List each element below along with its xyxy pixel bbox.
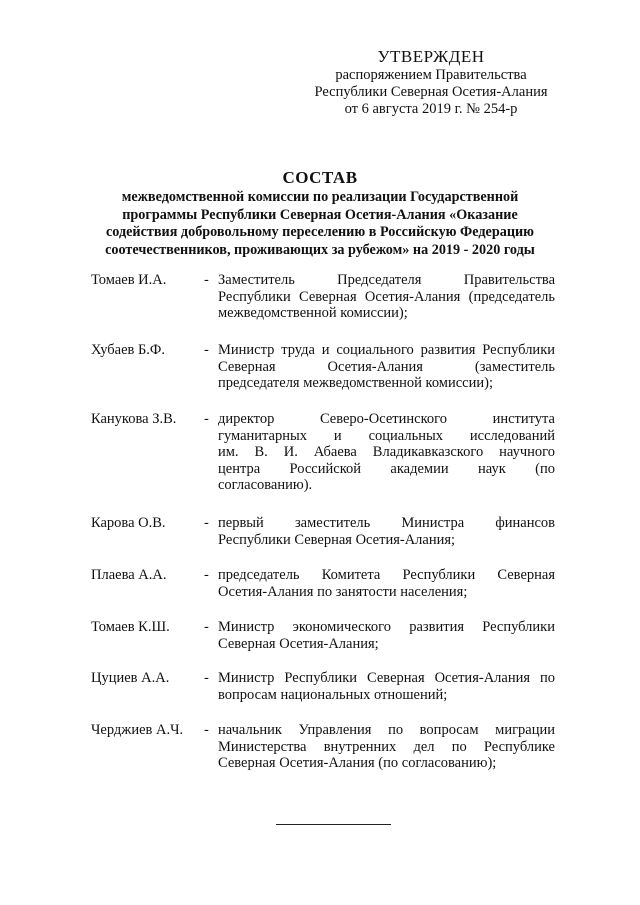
member-name: Томаев И.А. <box>91 272 167 288</box>
member-role <box>218 515 555 548</box>
member-role <box>218 619 555 652</box>
member-name: Томаев К.Ш. <box>91 619 170 635</box>
member-role-line: Республики Северная Осетия-Алания (председатель <box>218 288 555 305</box>
document-subtitle-line: соотечественников, проживающих за рубежом» на 2019 - 2020 годы <box>105 241 535 258</box>
approval-title: УТВЕРЖДЕН <box>377 47 485 66</box>
member-role-line: Министр труда и социального развития Республики <box>218 342 555 358</box>
approval-line: распоряжением Правительства <box>335 67 527 83</box>
member-role-line: центра Российской академии наук (по <box>218 460 555 477</box>
document-subtitle-line: программы Республики Северная Осетия-Алания «Оказание <box>122 206 518 223</box>
member-role-line: вопросам национальных отношений; <box>218 686 448 703</box>
member-name: Канукова З.В. <box>91 411 177 427</box>
member-role-line: межведомственной комиссии); <box>218 305 408 321</box>
approval-stamp <box>300 47 562 118</box>
member-role-line: гуманитарных и социальных исследований <box>218 427 555 444</box>
document-subtitle-line: межведомственной комиссии по реализации Государственной <box>121 189 519 205</box>
member-name: Цуциев А.А. <box>91 670 170 686</box>
member-role <box>218 722 555 772</box>
member-name: Плаева А.А. <box>91 567 167 583</box>
member-name: Карова О.В. <box>91 515 166 531</box>
member-role-line: им. В. И. Абаева Владикавказского научного <box>218 444 555 460</box>
approval-date: от 6 августа 2019 г. № 254-р <box>344 101 518 117</box>
member-role <box>218 411 555 494</box>
document-subtitle-line: содействия добровольному переселению в Российскую Федерацию <box>105 224 535 240</box>
member-dash: - <box>204 342 209 358</box>
member-role <box>218 670 555 703</box>
document-title: СОСТАВ <box>282 168 358 187</box>
member-role-line: начальник Управления по вопросам миграции <box>218 722 555 738</box>
approval-line: Республики Северная Осетия-Алания <box>314 84 548 100</box>
member-role-line: Республики Северная Осетия-Алания; <box>218 531 456 548</box>
member-role-line: Заместитель Председателя Правительства <box>218 272 555 288</box>
member-role-line: директор Северо-Осетинского института <box>218 411 555 427</box>
member-role-line: согласованию). <box>218 477 313 493</box>
member-role-line: Министерства внутренних дел по Республике <box>218 738 555 755</box>
member-name: Хубаев Б.Ф. <box>91 342 166 358</box>
document-heading <box>90 168 550 258</box>
member-dash: - <box>204 722 209 738</box>
member-role-line: первый заместитель Министра финансов <box>218 515 555 531</box>
member-dash: - <box>204 411 209 427</box>
member-role-line: Министр Республики Северная Осетия-Алания по <box>218 670 555 686</box>
member-role-line: председателя межведомственной комиссии); <box>218 375 493 391</box>
member-dash: - <box>204 272 209 288</box>
member-role-line: Северная Осетия-Алания (заместитель <box>218 358 555 375</box>
member-dash: - <box>204 619 209 635</box>
member-role-line: Северная Осетия-Алания; <box>218 635 379 652</box>
member-role-line: председатель Комитета Республики Северная <box>218 567 555 583</box>
member-role-line: Осетия-Алания по занятости населения; <box>218 583 468 600</box>
member-dash: - <box>204 567 209 583</box>
member-role-line: Министр экономического развития Республики <box>218 619 555 635</box>
member-role <box>218 342 555 392</box>
member-dash: - <box>204 515 209 531</box>
closing-rule <box>276 824 391 825</box>
member-name: Черджиев А.Ч. <box>91 722 184 738</box>
member-dash: - <box>204 670 209 686</box>
member-role-line: Северная Осетия-Алания (по согласованию); <box>218 755 497 771</box>
member-role <box>218 272 555 322</box>
member-role <box>218 567 555 600</box>
